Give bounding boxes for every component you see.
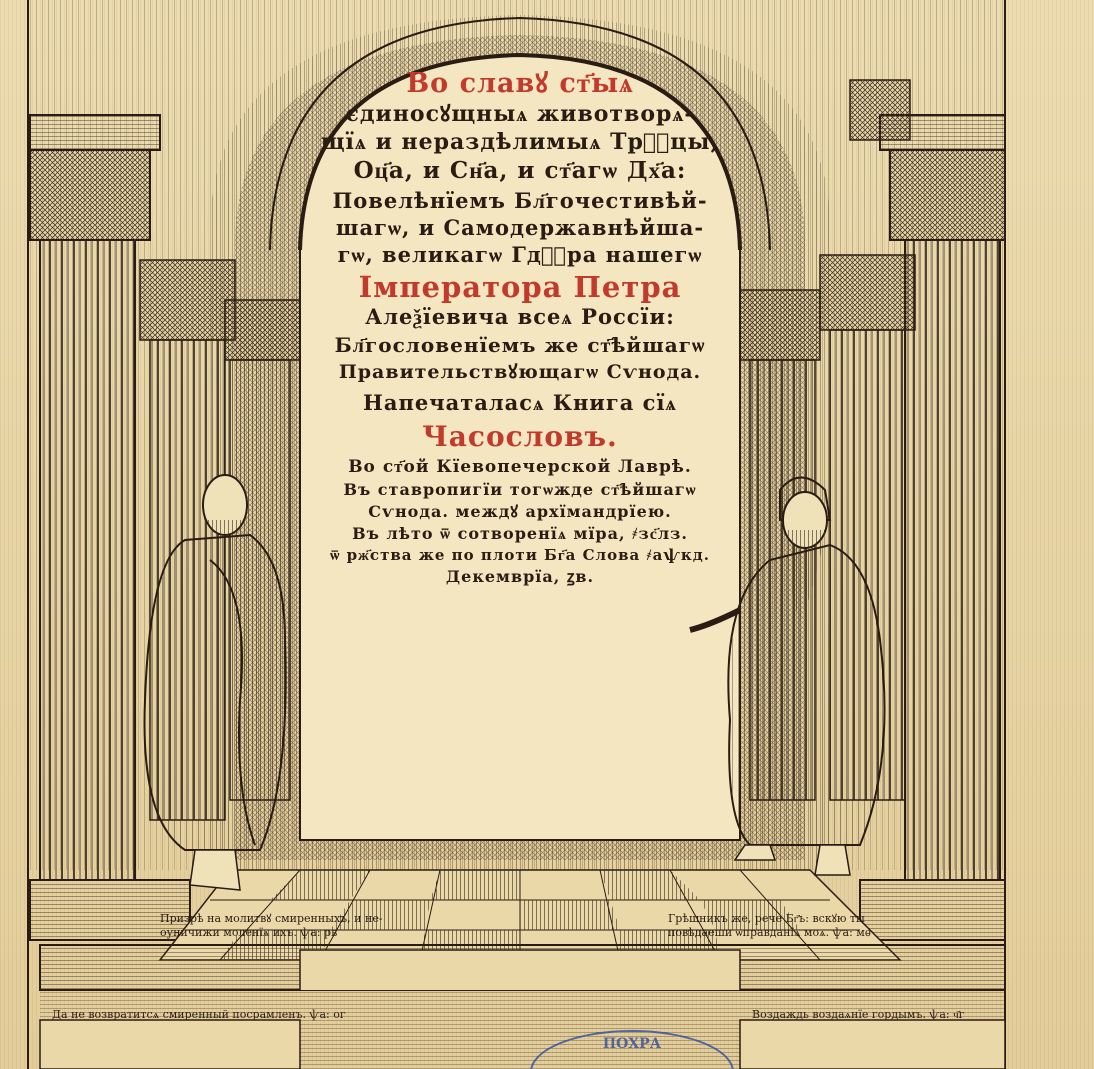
title-line-13: Часословъ. <box>422 420 618 453</box>
title-line-10: Бл҃гословенїемъ же ст҃ѣйшагѡ <box>334 333 706 357</box>
verse-left-top-line-2: оуничижи моленїѧ ихъ. ѱа: рв <box>160 925 338 939</box>
stamp-text: ПОХРА <box>602 1036 662 1052</box>
title-line-9: Алеѯїевича всеѧ Россїи: <box>365 304 675 329</box>
verse-right-bottom-line-1: Воздаждь воздаѧнїе гордымъ. ѱа: ч҃г <box>752 1008 965 1021</box>
verse-left-top <box>160 912 383 940</box>
title-line-1: Во славꙋ ст҃ыѧ <box>406 68 634 99</box>
verse-right-top-line-2: повѣдаеши ѡправданїѧ моѧ. ѱа: мѳ <box>668 925 871 939</box>
title-line-8: Імператора Петра <box>358 270 682 304</box>
verse-right-top <box>668 912 871 940</box>
verse-right-top-line-1: Грѣшникъ же, рече Бг҃ъ: вскꙋю ты <box>668 912 865 925</box>
verse-left-top-line-1: Призрѣ на молитвꙋ смиренныхъ, и не- <box>160 912 383 925</box>
title-line-3: щїѧ и нераздѣлимыѧ Трⷪ҇цы, <box>320 129 720 155</box>
title-line-18: ѿ рж҃ства же по плоти Бг҃а Слова ҂аѱкд. <box>330 546 710 564</box>
verse-left-bottom <box>52 1008 346 1022</box>
title-line-2: єдиносꙋщныѧ животворѧ- <box>345 101 695 127</box>
title-line-12: Напечаталасѧ Книга сїѧ <box>363 390 677 415</box>
title-text-block <box>300 70 740 585</box>
title-line-19: Декемврїа, ꙁв. <box>445 567 595 586</box>
title-line-16: Сѵнода. междꙋ архїмандрїею. <box>368 502 672 521</box>
title-line-5: Повелѣнїемъ Бл҃гочестивѣй- <box>332 188 708 213</box>
title-line-15: Въ ставропигїи тогѡжде ст҃ѣйшагѡ <box>343 480 697 499</box>
title-line-7: гѡ, великагѡ Гдⷭ҇ра нашегѡ <box>337 242 703 267</box>
title-line-4: Оц҃а, и Сн҃а, и ст҃агѡ Дх҃а: <box>353 157 687 184</box>
title-line-17: Въ лѣто ѿ сотворенїѧ мїра, ҂зс҃лз. <box>352 524 688 543</box>
title-line-14: Во ст҃ой Кїевопечерской Лаврѣ. <box>348 457 692 477</box>
verse-right-bottom <box>752 1008 964 1022</box>
title-line-11: Правительствꙋющагѡ Сѵнода. <box>338 361 702 383</box>
verse-left-bottom-line-1: Да не возвратитсѧ смиренный посрамленъ. ѱа: ог <box>52 1008 346 1021</box>
title-line-6: шагѡ, и Самодержавнѣйша- <box>335 215 705 240</box>
